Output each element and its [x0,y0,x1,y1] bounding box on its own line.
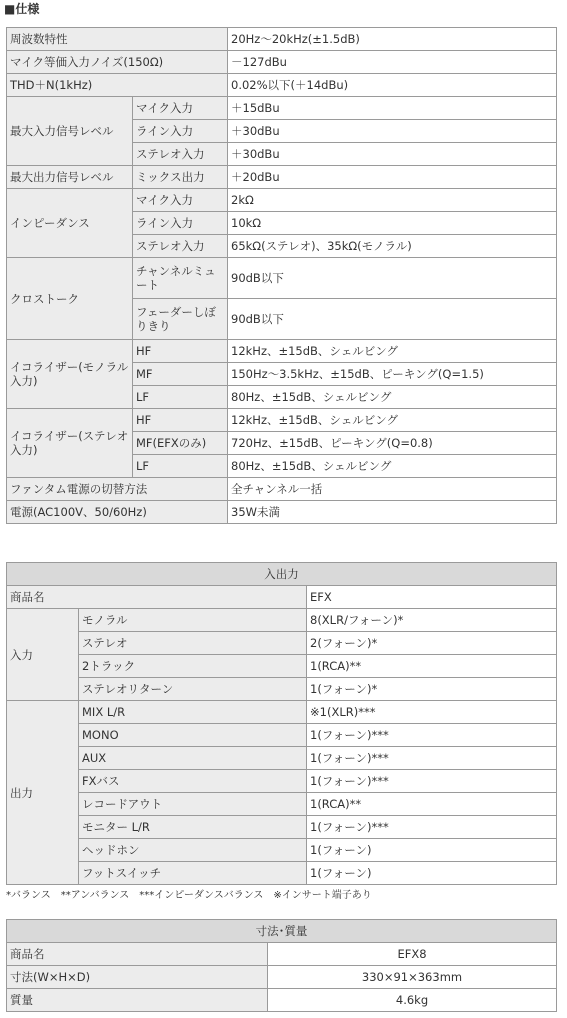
row-sublabel: マイク入力 [133,189,228,212]
row-sublabel: ヘッドホン [79,839,307,862]
row-value: 1(フォーン) [307,839,557,862]
row-value: 1(フォーン)*** [307,770,557,793]
row-sublabel: MF [133,363,228,386]
table-row [7,966,557,989]
row-sublabel: フットスイッチ [79,862,307,885]
table-row [7,839,557,862]
table-row [7,989,557,1012]
row-sublabel: ステレオ [79,632,307,655]
table-row [7,51,557,74]
row-sublabel: モニター L/R [79,816,307,839]
row-sublabel: LF [133,386,228,409]
table-row [7,258,557,299]
row-value: ＋15dBu [228,97,557,120]
row-value: 1(フォーン) [307,862,557,885]
table-row [7,793,557,816]
table-row [7,678,557,701]
row-value: ＋20dBu [228,166,557,189]
row-sublabel: ミックス出力 [133,166,228,189]
io-product-label: 商品名 [7,586,307,609]
table-row [7,862,557,885]
section-heading: ■仕様 [4,2,40,16]
row-value: 80Hz、±15dB、シェルビング [228,386,557,409]
io-product-value: EFX [307,586,557,609]
io-table [6,562,557,885]
row-value: 1(フォーン)* [307,678,557,701]
row-value: 1(フォーン)*** [307,816,557,839]
table-row [7,943,557,966]
row-sublabel: フェーダーしぼりきり [133,299,228,340]
thd-label: THD＋N(1kHz) [7,74,228,97]
table-row [7,478,557,501]
row-value: 2kΩ [228,189,557,212]
row-sublabel: AUX [79,747,307,770]
row-value: 10kΩ [228,212,557,235]
table-row [7,340,557,363]
row-sublabel: MONO [79,724,307,747]
table-row [7,632,557,655]
row-value: 90dB以下 [228,299,557,340]
row-sublabel: MF(EFXのみ) [133,432,228,455]
phantom-label: ファンタム電源の切替方法 [7,478,228,501]
row-value: 150Hz～3.5kHz、±15dB、ピーキング(Q=1.5) [228,363,557,386]
row-value: 65kΩ(ステレオ)、35kΩ(モノラル) [228,235,557,258]
table-row [7,409,557,432]
output-label: 出力 [7,701,79,885]
row-sublabel: チャンネルミュート [133,258,228,299]
table-row [7,166,557,189]
table-row [7,586,557,609]
table-row [7,747,557,770]
row-sublabel: ステレオ入力 [133,143,228,166]
max-input-label: 最大入力信号レベル [7,97,133,166]
row-sublabel: HF [133,409,228,432]
table-row [7,189,557,212]
noise-value: －127dBu [228,51,557,74]
row-sublabel: モノラル [79,609,307,632]
freq-label: 周波数特性 [7,28,228,51]
power-label: 電源(AC100V、50/60Hz) [7,501,228,524]
dim-mass-label: 質量 [7,989,268,1012]
row-sublabel: HF [133,340,228,363]
row-value: 1(フォーン)*** [307,724,557,747]
power-value: 35W未満 [228,501,557,524]
table-row [7,770,557,793]
io-footnote: *バランス **アンバランス ***インピーダンスバランス ※インサート端子あり [6,890,372,901]
row-value: 2(フォーン)* [307,632,557,655]
crosstalk-label: クロストーク [7,258,133,340]
row-sublabel: ステレオリターン [79,678,307,701]
row-sublabel: マイク入力 [133,97,228,120]
freq-value: 20Hz～20kHz(±1.5dB) [228,28,557,51]
row-sublabel: 2トラック [79,655,307,678]
row-value: 1(RCA)** [307,655,557,678]
spec-table [6,27,557,524]
row-value: 1(RCA)** [307,793,557,816]
table-row [7,724,557,747]
dim-mass-value: 4.6kg [268,989,557,1012]
row-value: 1(フォーン)*** [307,747,557,770]
dim-size-label: 寸法(W×H×D) [7,966,268,989]
row-value: ＋30dBu [228,143,557,166]
row-value: ※1(XLR)*** [307,701,557,724]
phantom-value: 全チャンネル一括 [228,478,557,501]
row-sublabel: LF [133,455,228,478]
dimensions-table [6,919,557,1012]
row-sublabel: ステレオ入力 [133,235,228,258]
row-sublabel: レコードアウト [79,793,307,816]
row-sublabel: ライン入力 [133,120,228,143]
row-value: ＋30dBu [228,120,557,143]
noise-label: マイク等価入力ノイズ(150Ω) [7,51,228,74]
thd-value: 0.02%以下(＋14dBu) [228,74,557,97]
dim-product-value: EFX8 [268,943,557,966]
row-value: 90dB以下 [228,258,557,299]
row-sublabel: FXバス [79,770,307,793]
impedance-label: インピーダンス [7,189,133,258]
table-row [7,74,557,97]
dim-size-value: 330×91×363mm [268,966,557,989]
table-row [7,701,557,724]
input-label: 入力 [7,609,79,701]
row-value: 720Hz、±15dB、ピーキング(Q=0.8) [228,432,557,455]
max-output-label: 最大出力信号レベル [7,166,133,189]
table-row [7,655,557,678]
table-header-row [7,920,557,943]
dim-product-label: 商品名 [7,943,268,966]
row-value: 8(XLR/フォーン)* [307,609,557,632]
table-row [7,97,557,120]
table-header-row [7,563,557,586]
table-row [7,609,557,632]
row-value: 80Hz、±15dB、シェルビング [228,455,557,478]
row-value: 12kHz、±15dB、シェルビング [228,340,557,363]
dim-title: 寸法･質量 [7,920,557,943]
table-row [7,816,557,839]
row-sublabel: MIX L/R [79,701,307,724]
io-title: 入出力 [7,563,557,586]
eq-stereo-label: イコライザー(ステレオ入力) [7,409,133,478]
table-row [7,501,557,524]
row-sublabel: ライン入力 [133,212,228,235]
table-row [7,28,557,51]
eq-mono-label: イコライザー(モノラル入力) [7,340,133,409]
row-value: 12kHz、±15dB、シェルビング [228,409,557,432]
